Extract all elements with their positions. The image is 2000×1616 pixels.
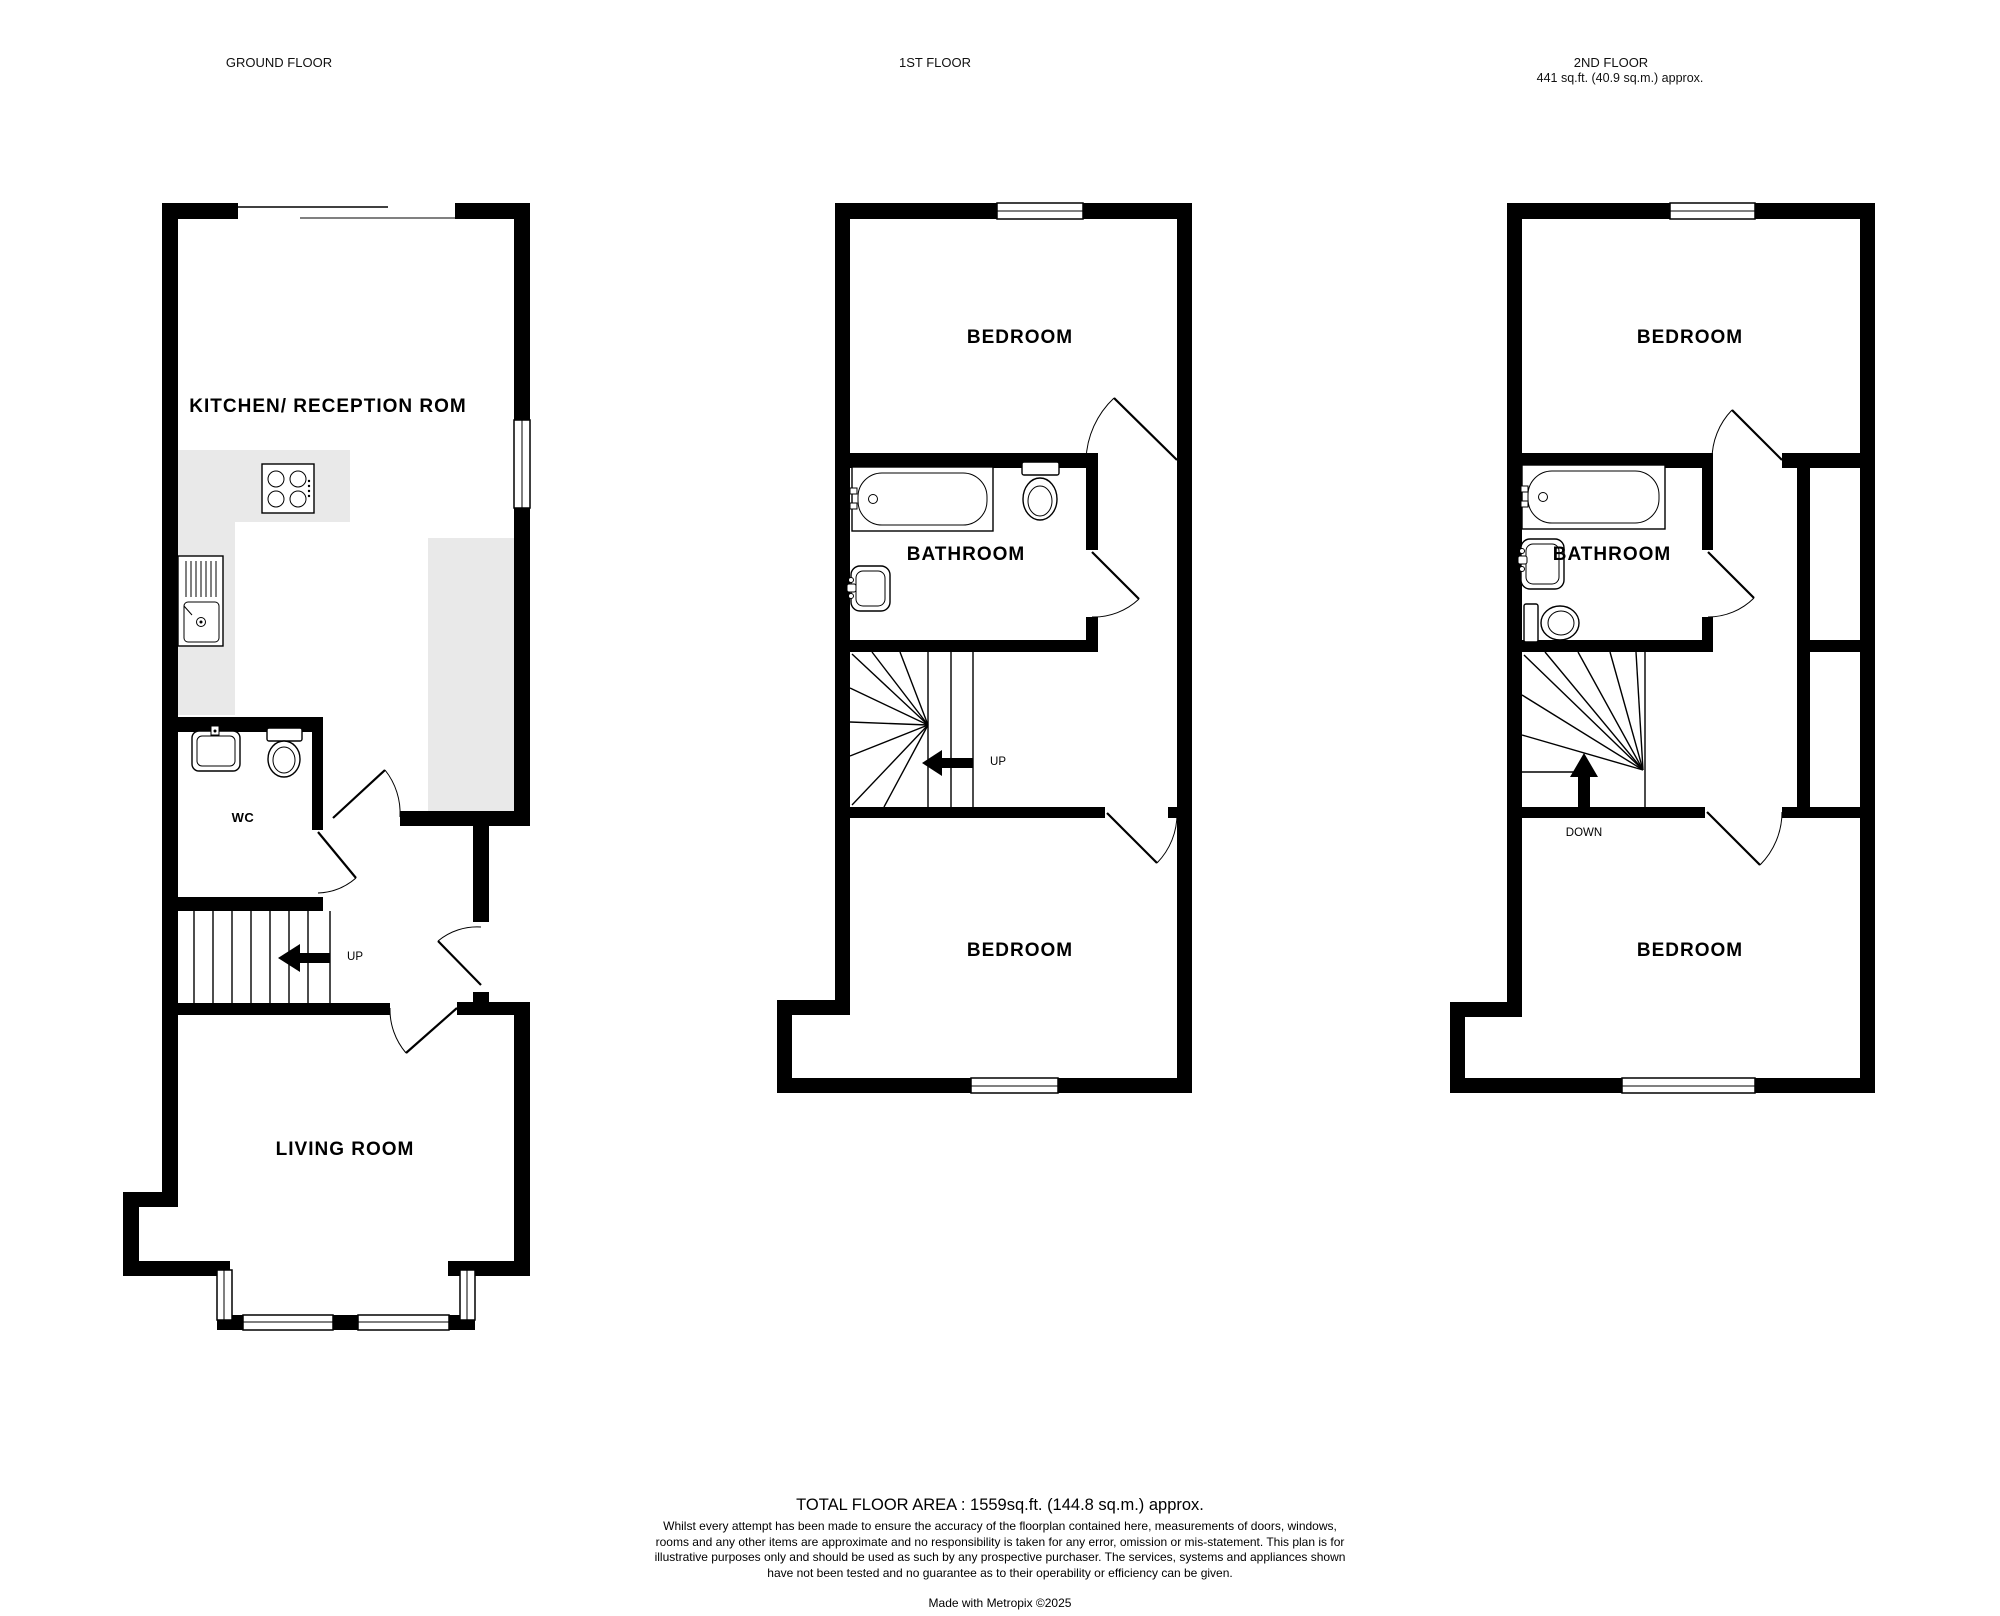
ground-floor-stairs: [194, 911, 330, 1003]
back-bedroom-door: [1707, 812, 1782, 865]
room-label-bedroom-front-1st: BEDROOM: [966, 327, 1074, 348]
credit-text: Made with Metropix ©2025: [928, 1596, 1072, 1610]
up-arrow: [922, 750, 973, 776]
room-label-wc: WC: [231, 810, 255, 825]
front-door: [438, 927, 481, 985]
room-label-bedroom-front-2nd: BEDROOM: [1636, 327, 1744, 348]
second-floor-title: 2ND FLOOR: [1573, 55, 1649, 70]
stairs-label-up-ground: UP: [347, 951, 363, 963]
room-label-living-room: LIVING ROOM: [275, 1139, 415, 1160]
ground-floor-title: GROUND FLOOR: [225, 55, 333, 70]
total-floor-area: TOTAL FLOOR AREA : 1559sq.ft. (144.8 sq.m.) approx.: [796, 1496, 1204, 1514]
second-floor-back-window: [1622, 1078, 1755, 1093]
wc-basin: [192, 726, 240, 771]
room-label-bedroom-back-2nd: BEDROOM: [1636, 940, 1744, 961]
down-arrow: [1570, 753, 1598, 807]
room-label-bathroom-2nd: BATHROOM: [1552, 544, 1672, 565]
second-floor-front-window: [1670, 203, 1755, 219]
room-label-bedroom-back-1st: BEDROOM: [966, 940, 1074, 961]
kitchen-side-window: [514, 420, 530, 508]
first-floor-title: 1ST FLOOR: [898, 55, 972, 70]
bathroom-door: [1708, 552, 1754, 617]
first-floor-front-window: [997, 203, 1083, 219]
front-bedroom-door: [1086, 398, 1177, 460]
stairs-label-up-1st: UP: [990, 756, 1006, 768]
bathroom-door: [1092, 552, 1139, 617]
bathroom-basin: [847, 566, 890, 611]
front-bedroom-door: [1712, 410, 1782, 460]
wc-toilet: [267, 728, 302, 777]
toilet: [1022, 462, 1059, 520]
first-floor-stairs: [850, 652, 973, 807]
disclaimer-text: Whilst every attempt has been made to ensure the accuracy of the floorplan contained here, measurements of doors, windows, rooms and any other items are approximate and no responsibility is taken for any error, omission or mis-statement. This plan is for illustrative purposes only and should be used as such by any prospective purchaser. The services, systems and appliances shown have not been tested and no guarantee as to their operability or efficiency can be given.: [654, 1519, 1346, 1580]
bathtub: [850, 467, 993, 531]
first-floor-back-window: [971, 1078, 1058, 1093]
second-floor-stairs: [1522, 652, 1645, 807]
kitchen-sink: [178, 556, 223, 646]
stairs-label-down-2nd: DOWN: [1565, 827, 1603, 839]
hob: [262, 464, 314, 513]
second-floor-area: 441 sq.ft. (40.9 sq.m.) approx.: [1536, 71, 1704, 85]
patio-opening: [237, 207, 455, 218]
toilet: [1524, 604, 1579, 642]
back-bedroom-door: [1107, 813, 1177, 863]
bathtub: [1521, 465, 1665, 529]
room-label-bathroom-1st: BATHROOM: [906, 544, 1026, 565]
kitchen-door: [333, 770, 400, 818]
living-room-door: [390, 1008, 457, 1053]
wc-door: [318, 832, 356, 893]
room-label-kitchen: KITCHEN/ RECEPTION ROM: [189, 396, 467, 417]
up-arrow: [278, 944, 330, 972]
